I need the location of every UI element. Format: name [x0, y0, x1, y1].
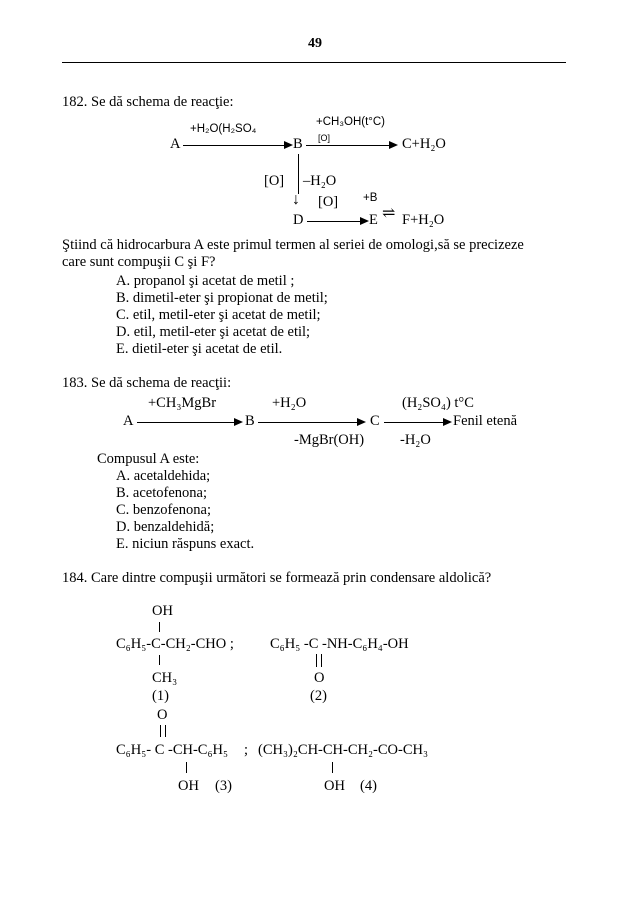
q182-plus-b: +B [363, 192, 378, 204]
q184-c3-double-bond-left [160, 725, 161, 737]
q182-arrow-a-b [183, 145, 287, 146]
q183-under2: -MgBr(OH) [294, 432, 365, 448]
q184-c2-double-bond-right [321, 654, 322, 667]
q183-arrow-a-b [137, 422, 237, 423]
q184-c1-top: OH [152, 603, 173, 619]
q183-reagent1: +CH₃MgBr [148, 395, 217, 411]
q182-product2: F+H₂O [402, 212, 445, 228]
q184-c3-bottom: OH [178, 778, 199, 794]
q183-option-a: A. acetaldehida; [116, 468, 211, 484]
q184-c3-formula: C₆H₅- C -CH-C₆H₅ [116, 742, 229, 758]
q184-c1-formula: C₆H₅-C-CH₂-CHO ; [116, 636, 234, 652]
q184-c4-bond-bottom [332, 762, 333, 773]
q184-title: 184. Care dintre compuşii următori se formează prin condensare aldolică? [62, 570, 492, 586]
q182-arrowhead-b-c [389, 141, 398, 149]
q183-reagent2: +H₂O [272, 395, 307, 411]
q182-reagent2: +CH₃OH(t°C) [316, 116, 386, 128]
q182-arrow-d-e [307, 221, 363, 222]
q182-arrow-b-c [306, 145, 392, 146]
q183-reagent3: (H₂SO₄) t°C [402, 395, 474, 411]
q184-c4-label: (4) [360, 778, 377, 794]
q183-option-c: C. benzofenona; [116, 502, 212, 518]
q182-option-e: E. dietil-eter şi acetat de etil. [116, 341, 283, 357]
q182-reagent1: +H₂O(H₂SO₄ [190, 123, 257, 135]
q184-c1-bond-bottom [159, 655, 160, 665]
q183-under3: -H₂O [400, 432, 431, 448]
q183-arrow-b-c [258, 422, 360, 423]
q182-title: 182. Se dă schema de reacţie: [62, 94, 234, 110]
q184-c2-label: (2) [310, 688, 327, 704]
q182-option-b: B. dimetil-eter şi propionat de metil; [116, 290, 328, 306]
q184-c1-bottom: CH₃ [152, 670, 178, 686]
q184-c4-formula: (CH₃)₂CH-CH-CH₂-CO-CH₃ [258, 742, 429, 758]
q184-c3-double-bond-right [165, 725, 166, 737]
q182-reagent2-under: [O] [318, 133, 331, 143]
q182-vertical-line [298, 154, 299, 194]
q184-c3-top: O [157, 707, 168, 723]
q183-title: 183. Se dă schema de reacţii: [62, 375, 232, 391]
q183-arrow-c-product [384, 422, 446, 423]
q183-arrowhead-b-c [357, 418, 366, 426]
q184-c2-bottom: O [314, 670, 325, 686]
q183-arrowhead-c-product [443, 418, 452, 426]
q182-down-arrow: ↓ [292, 191, 300, 208]
q182-arrowhead-d-e [360, 217, 369, 225]
q183-compound-a: A [123, 413, 134, 429]
q183-compound-c: C [370, 413, 380, 429]
q182-arrowhead-a-b [284, 141, 293, 149]
page-number: 49 [308, 36, 322, 51]
q184-c2-double-bond-left [316, 654, 317, 667]
q182-option-d: D. etil, metil-eter şi acetat de etil; [116, 324, 311, 340]
q183-option-b: B. acetofenona; [116, 485, 207, 501]
q182-ox-label2: [O] [318, 194, 339, 210]
q182-compound-d: D [293, 212, 304, 228]
q184-c1-label: (1) [152, 688, 169, 704]
q182-equilibrium-arrows: ⇌ [382, 205, 396, 222]
q182-option-c: C. etil, metil-eter şi acetat de metil; [116, 307, 321, 323]
q182-question-line2: care sunt compuşii C şi F? [62, 254, 216, 270]
q184-c3-label: (3) [215, 778, 232, 794]
q184-separator: ; [244, 742, 249, 758]
q182-compound-b: B [293, 136, 303, 152]
q183-option-e: E. niciun răspuns exact. [116, 536, 255, 552]
q183-arrowhead-a-b [234, 418, 243, 426]
q183-compound-b: B [245, 413, 255, 429]
q182-minus-h2o: –H₂O [303, 173, 337, 189]
q184-c2-formula: C₆H₅ -C -NH-C₆H₄-OH [270, 636, 409, 652]
q182-compound-e: E [369, 212, 378, 228]
q182-option-a: A. propanol şi acetat de metil ; [116, 273, 295, 289]
q183-option-d: D. benzaldehidă; [116, 519, 215, 535]
q184-c3-bond-bottom [186, 762, 187, 773]
q183-prompt: Compusul A este: [97, 451, 200, 467]
header-rule [62, 62, 566, 63]
q182-compound-a: A [170, 136, 181, 152]
q184-c4-bottom: OH [324, 778, 345, 794]
q183-product: Fenil etenă [453, 413, 518, 429]
q182-product1: C+H₂O [402, 136, 446, 152]
q182-question-line1: Ştiind că hidrocarbura A este primul termen al seriei de omologi,să se precizeze [62, 237, 524, 253]
q184-c1-bond-top [159, 622, 160, 632]
q182-ox-label: [O] [264, 173, 285, 189]
